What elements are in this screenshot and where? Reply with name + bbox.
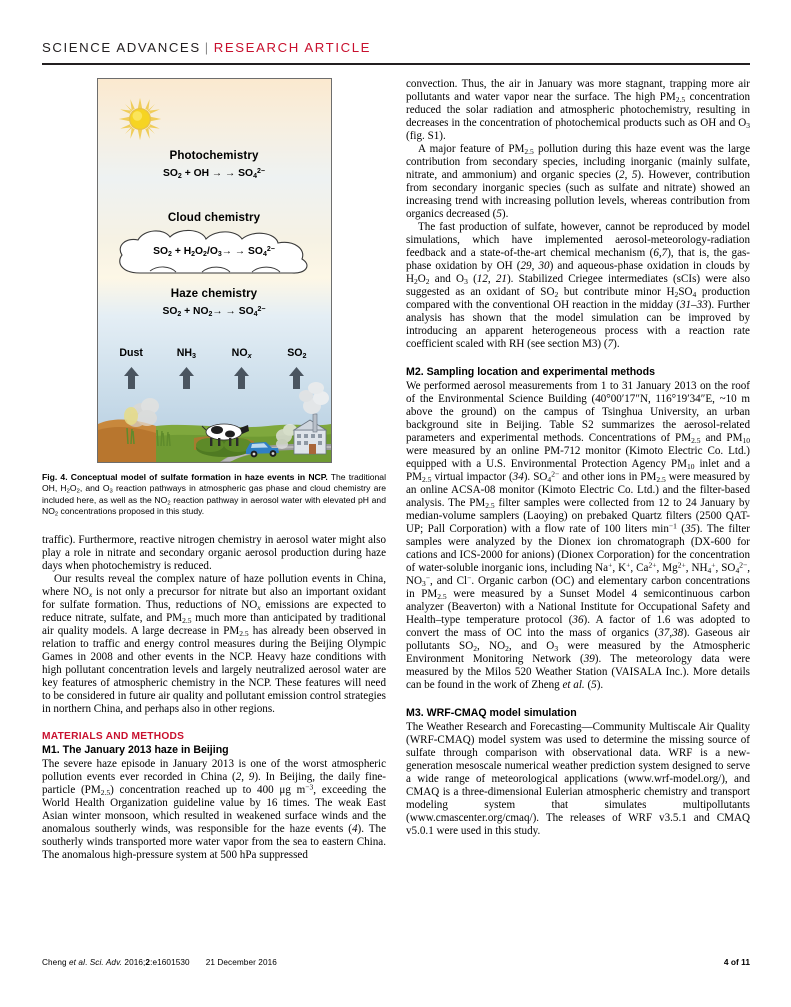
running-header-line [42,40,750,55]
sun-icon [118,97,162,141]
footer-date: 21 December 2016 [205,958,277,967]
emission-label-so2: $SO_2$ [287,347,307,360]
left-paragraph-2: Our results reveal the complex nature of haze pollution events in China, where $NO_x$ is not only a precursor for nitrate but also an important oxidant for sulfate formation. Thus, reductions of $NO_x$ emissions are expected to reduce nitrate, sulfate, and $PM_{2.5}$ much more than anticipated by traditional air quality models. A large decrease in $PM_{2.5}$ has already been observed in relation to traffic and energy control measures during the Beijing Olympic Games in 2008 and other events in the NCP. Heavy haze conditions with high pollutant concentration levels and largely neutralized aerosol water are key features of atmospheric chemistry in the NCP. These features will need to be considered in future air quality and pollutant emission control strategies in northern China, and perhaps also in other regions. [42,572,387,715]
right-paragraph-2: A major feature of $PM_{2.5}$ pollution during this haze event was the large contribution from secondary species, including inorganic (mainly sulfate, nitrate, and ammonium) and organic species (2, 5). However, contribution from secondary inorganic species (such as sulfate and nitrate) showed an increasing trend with increasing pollution levels, whereas contribution from organics decreased (5). [406,143,751,220]
figure-spacer [42,518,386,534]
footer-citation-group [42,958,277,967]
figure-4 [42,78,386,518]
m2-paragraph: We performed aerosol measurements from 1 to 31 January 2013 on the roof of the Environmental Science Building (40°00′17″N, 116°19′34″E, ~10 m above the ground) on the campus of Tsinghua University, an urban background site in Beijing. Table S2 summarizes the aerosol-related parameters and experimental methods. Concentrations of $PM_{2.5}$ and $PM_{10}$ were measured by an online PM-712 monitor (Kimoto Electric Co. Ltd.) equipped with a U.S. Environmental Protection Agency $PM_{10}$ inlet and a $PM_{2.5}$ virtual impactor (34). $SO_4^{2-}$ and other ions in $PM_{2.5}$ were measured by an online ACSA-08 monitor (Kimoto Electric Co. Ltd.) and the filter-based analysis. The $PM_{2.5}$ filter samples were collected from 12 to 24 January by median-volume samplers (Laoying) on prebaked Quartz filters (2500 QAT-UP; Pall Corporation) with a flow rate of 100 liters $\min^{-1} (35)$. The filter samples were analyzed by the Dionex ion chromatograph (DX-600 for cations and ICS-2000 for anions) (Dionex Corporation) for the concentration of water-soluble inorganic ions, including Na+, K+, $Ca^{2+}$, $Mg^{2+}$, $NH_4^+$, $SO_4^{2-}$, $NO_3^-$, and Cl−. Organic carbon (OC) and elementary carbon concentrations in $PM_{2.5}$ were measured by a Sunset Model 4 semicontinuous carbon analyzer (Beaverton) with a National Institute for Occupational Safety and Health–type temperature protocol (36). A factor of 1.6 was adopted to convert the mass of OC into the mass of organics (37,38). Gaseous air pollutants $SO_2$, $NO_2$, and $O_3$ were measured by the Atmospheric Environment Monitoring Network (39). The meteorology data were measured by the Milos 520 Weather Station (VAISALA Inc.). More details can be found in the work of Zheng et al. (5). [406,380,751,691]
figure-4-graphic [97,78,332,463]
landscape-illustration [98,378,331,462]
figure-4-caption: Fig. 4. Conceptual model of sulfate formation in haze events in NCP. The traditional OH, $H_2O_2$, and $O_3$ reaction pathways in atmospheric gas phase and cloud chemistry are included here, as well as the $NO_2$ reaction pathway in aerosol water with elevated pH and $NO_2$ concentrations proposed in this study. [42,472,387,518]
right-column [406,78,750,838]
right-paragraph-3: The fast production of sulfate, however, cannot be reproduced by model simulations, which have implemented aerosol-meteorology-radiation feedback and a state-of-the-art chemical mechanism (6,7), that is, the gas-phase oxidation by OH (29, 30) and aqueous-phase oxidation in clouds by $H_2O_2$ and $O_3$ (12, 21). Stabilized Criegee intermediates (sCIs) were also suggested as an oxidant of $SO_2$ but contribute minor $H_2SO_4$ production compared with the conventional OH reaction in the midday (31–33). Further analysis has shown that the model simulation can be improved by introducing an apparent heterogeneous process with a reaction rate coefficient scaled with RH (see section M3) (7). [406,221,751,350]
left-column [42,78,386,862]
journal-name: SCIENCE ADVANCES [42,40,201,55]
figure-photochemistry-label: Photochemistry [169,149,259,162]
emission-labels-row [98,347,331,360]
heading-m1: M1. The January 2013 haze in Beijing [42,743,229,756]
m3-paragraph: The Weather Research and Forecasting—Community Multiscale Air Quality (WRF-CMAQ) model system was used to determine the missing source of sulfate through comparison with observational data. WRF is a new-generation mesoscale numerical weather prediction system designed to serve a wide range of meteorological applications (www.wrf-model.org/), and CMAQ is a three-dimensional Eulerian atmospheric chemistry and transport modeling system that simulates multipollutants (www.cmascenter.org/cmaq/). The releases of WRF v3.5.1 and CMAQ v5.0.1 were used in this study. [406,721,750,837]
footer-citation: Cheng et al. Sci. Adv. 2016;2:e1601530 [42,958,190,967]
figure-photochemistry-equation: $SO_2$ + OH → → $SO_4^{2-}$ [163,167,265,180]
figure-cloud-label: Cloud chemistry [167,211,261,224]
m1-paragraph: The severe haze episode in January 2013 is one of the worst atmospheric pollution events ever recorded in China (2, 9). In Beijing, the daily fine-particle $(PM_{2.5})$ concentration reached up to 400 μg $m^{-3}$, exceeding the World Health Organization guideline value by 16 times. The weak East Asian winter monsoon, which resulted in weakened surface winds and the anomalous southerly winds, was responsible for the haze events (4). The southerly winds transported more water vapor from the sea to eastern China. The anomalous high-pressure system at 500 hPa suppressed [42,757,387,861]
emission-label-nh3: $NH_3$ [176,347,197,360]
emission-label-nox: $NO_x$ [231,347,252,360]
heading-m2: M2. Sampling location and experimental methods [406,366,655,378]
figure-haze-equation: $SO_2 + NO_2\to \to SO_4^{2-}$ [162,305,266,318]
footer-page-number: 4 of 11 [723,957,750,967]
page-footer [42,957,750,967]
heading-materials-and-methods: MATERIALS AND METHODS [42,730,185,742]
emission-label-dust: Dust [119,347,143,359]
figure-cloud-equation: $SO_2 + H_2O_2/O_3\to \to SO_4^{2-}$ [153,245,275,258]
header-separator: | [204,40,210,55]
article-type-label: RESEARCH ARTICLE [213,40,372,55]
figure-haze-label: Haze chemistry [170,287,258,300]
left-paragraph-1: traffic). Furthermore, reactive nitrogen chemistry in aerosol water might also play a role in nitrate and secondary organic aerosol production during haze days when photochemistry is reduced. [42,533,386,572]
factory-icon [294,414,326,454]
header-divider-rule [42,63,750,65]
right-paragraph-1: convection. Thus, the air in January was more stagnant, trapping more air pollutants and water vapor near the surface. The high $PM_{2.5}$ concentration reduced the solar radiation and atmospheric photochemistry, resulting in decreases in the concentration of photochemical products such as OH and $O_3$ (fig. S1). [406,78,751,142]
heading-m3: M3. WRF-CMAQ model simulation [406,707,577,719]
